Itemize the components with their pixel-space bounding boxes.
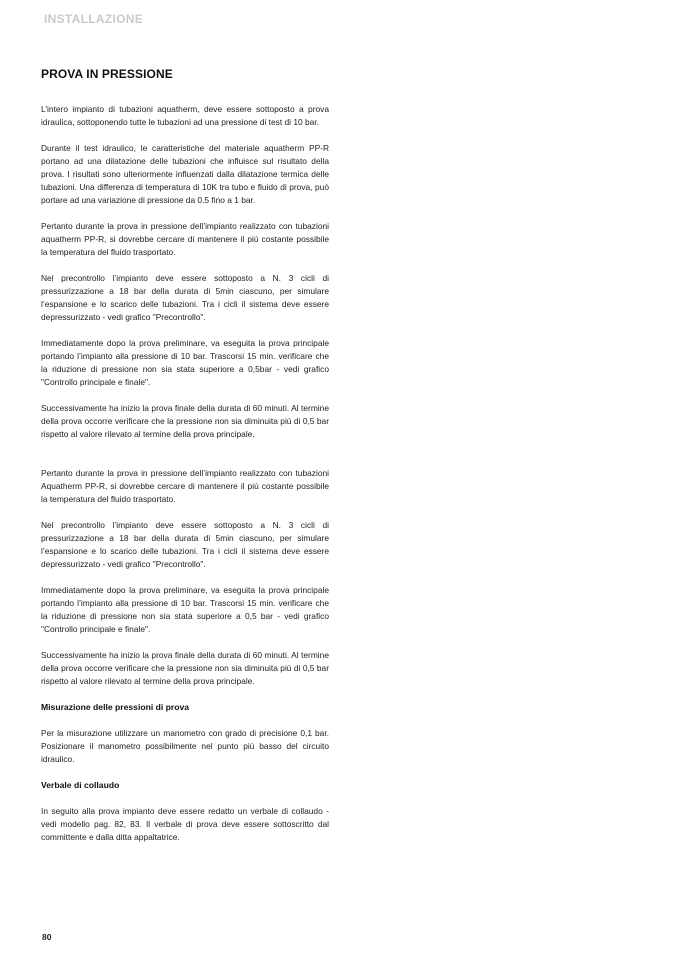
paragraph-final-test-repeat: Successivamente ha inizio la prova finale della durata di 60 minuti. Al termine della prova occorre verificare che la pressione non sia diminuita più di 0,5 bar rispetto al valore rilevato al termine della prova principale. xyxy=(41,650,329,686)
paragraph-main-test: Immediatamente dopo la prova preliminare, va eseguita la prova principale portando l’impianto alla pressione di 10 bar. Trascorsi 15 min. verificare che la riduzione di pressione non sia stata superiore a 0,5bar - vedi grafico "Controllo principale e finale". xyxy=(41,338,329,387)
measurement-heading: Misurazione delle pressioni di prova xyxy=(41,702,190,712)
paragraph-hydraulic-test: Durante il test idraulico, le caratteristiche del materiale aquatherm PP-R portano ad una dilatazione delle tubazioni che influisce sul risultato della prova. I risultati sono ulteriormente influenzati dalla dilatazione termica delle tubazioni. Una differenza di temperatura di 10K tra tubo e fluido di prova, può portare ad una variazione di pressione da 0.5 fino a 1 bar. xyxy=(41,143,329,205)
report-text: In seguito alla prova impianto deve essere redatto un verbale di collaudo - vedi modello pag. 82, 83. Il verbale di prova deve essere sottoscritto dal committente e dalla ditta appaltatrice. xyxy=(41,806,329,842)
paragraph-precheck: Nel precontrollo l’impianto deve essere sottoposto a N. 3 cicli di pressurizzazione a 18 bar della durata di 5min ciascuno, per simulare l’espansione e lo scarico delle tubazioni. Tra i cicli il sistema deve essere depressurizzato - vedi grafico "Precontrollo". xyxy=(41,273,329,322)
paragraph-precheck-repeat: Nel precontrollo l’impianto deve essere sottoposto a N. 3 cicli di pressurizzazione a 18 bar della durata di 5min ciascuno, per simulare l’espansione e lo scarico delle tubazioni. Tra i cicli il sistema deve essere depressurizzato - vedi grafico "Precontrollo". xyxy=(41,520,329,569)
section-header: INSTALLAZIONE xyxy=(44,12,144,26)
paragraph-temperature: Pertanto durante la prova in pressione dell’impianto realizzato con tubazioni aquatherm PP-R, si dovrebbe cercare di mantenere il più costante possibile la temperatura del fluido trasportato. xyxy=(41,221,329,257)
paragraph-final-test: Successivamente ha inizio la prova finale della durata di 60 minuti. Al termine della prova occorre verificare che la pressione non sia diminuita più di 0,5 bar rispetto al valore rilevato al termine della prova principale. xyxy=(41,403,329,439)
body-text xyxy=(41,103,329,857)
page-number: 80 xyxy=(42,932,52,942)
report-heading: Verbale di collaudo xyxy=(41,780,120,790)
page-title: PROVA IN PRESSIONE xyxy=(41,67,173,81)
measurement-text: Per la misurazione utilizzare un manometro con grado di precisione 0,1 bar. Posizionare il manometro possibilmente nel punto più basso del circuito idraulico. xyxy=(41,728,329,764)
paragraph-temperature-repeat: Pertanto durante la prova in pressione dell’impianto realizzato con tubazioni Aquatherm PP-R, si dovrebbe cercare di mantenere il più costante possibile la temperatura del fluido trasportato. xyxy=(41,468,329,504)
paragraph-intro: L’intero impianto di tubazioni aquatherm, deve essere sottoposto a prova idraulica, sottoponendo tutte le tubazioni ad una pressione di test di 10 bar. xyxy=(41,104,329,127)
paragraph-main-test-repeat: Immediatamente dopo la prova preliminare, va eseguita la prova principale portando l’impianto alla pressione di 10 bar. Trascorsi 15 min. verificare che la riduzione di pressione non sia stata superiore a 0,5 bar - vedi grafico "Controllo principale e finale". xyxy=(41,585,329,634)
